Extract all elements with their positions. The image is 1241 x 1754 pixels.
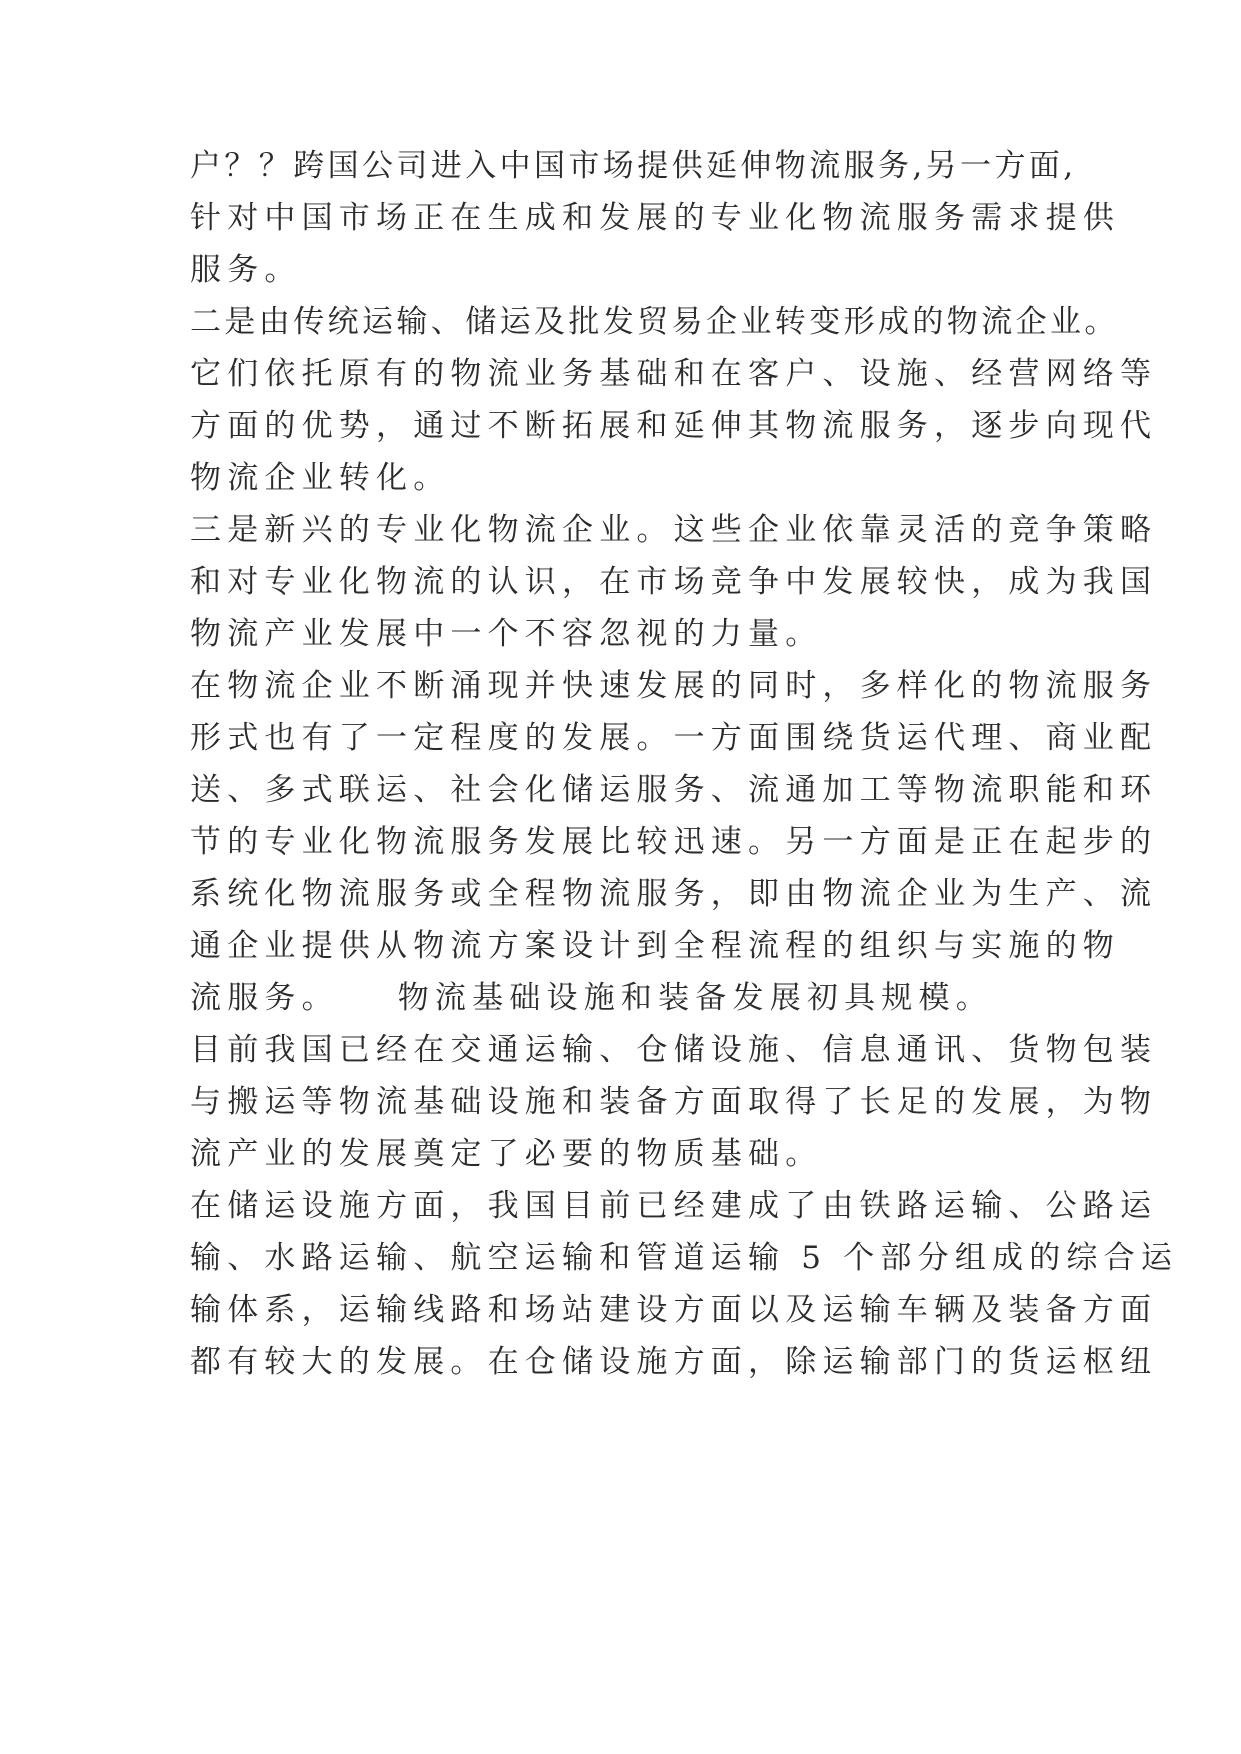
text-line: 都有较大的发展。在仓储设施方面，除运输部门的货运枢纽 [190,1344,1158,1380]
text-line: 与搬运等物流基础设施和装备方面取得了长足的发展，为物 [190,1084,1158,1120]
text-line: 目前我国已经在交通运输、仓储设施、信息通讯、货物包装 [190,1032,1158,1068]
text-line: 输、水路运输、航空运输和管道运输 5 个部分组成的综合运 [190,1240,1179,1276]
text-line: 服务。 [190,252,302,288]
text-line: 二是由传统运输、储运及批发贸易企业转变形成的物流企业。 [190,304,1119,340]
text-line: 在储运设施方面，我国目前已经建成了由铁路运输、公路运 [190,1188,1158,1224]
text-line: 送、多式联运、社会化储运服务、流通加工等物流职能和环 [190,772,1158,808]
text-line: 针对中国市场正在生成和发展的专业化物流服务需求提供 [190,200,1120,236]
text-line: 节的专业化物流服务发展比较迅速。另一方面是正在起步的 [190,824,1158,860]
text-line: 流产业的发展奠定了必要的物质基础。 [190,1136,823,1172]
text-line: 户？？跨国公司进入中国市场提供延伸物流服务,另一方面, [190,148,1077,184]
text-line: 方面的优势，通过不断拓展和延伸其物流服务，逐步向现代 [190,408,1158,444]
text-line: 在物流企业不断涌现并快速发展的同时，多样化的物流服务 [190,668,1158,704]
text-line: 形式也有了一定程度的发展。一方面围绕货运代理、商业配 [190,720,1158,756]
text-line: 物流企业转化。 [190,460,451,496]
text-line: 系统化物流服务或全程物流服务，即由物流企业为生产、流 [190,876,1158,912]
text-line: 它们依托原有的物流业务基础和在客户、设施、经营网络等 [190,356,1158,392]
text-line: 输体系，运输线路和场站建设方面以及运输车辆及装备方面 [190,1292,1158,1328]
text-line: 物流产业发展中一个不容忽视的力量。 [190,616,823,652]
text-line: 和对专业化物流的认识，在市场竞争中发展较快，成为我国 [190,564,1158,600]
text-line: 流服务。 物流基础设施和装备发展初具规模。 [190,980,993,1016]
text-line: 三是新兴的专业化物流企业。这些企业依靠灵活的竞争策略 [190,512,1158,548]
text-line: 通企业提供从物流方案设计到全程流程的组织与实施的物 [190,928,1120,964]
